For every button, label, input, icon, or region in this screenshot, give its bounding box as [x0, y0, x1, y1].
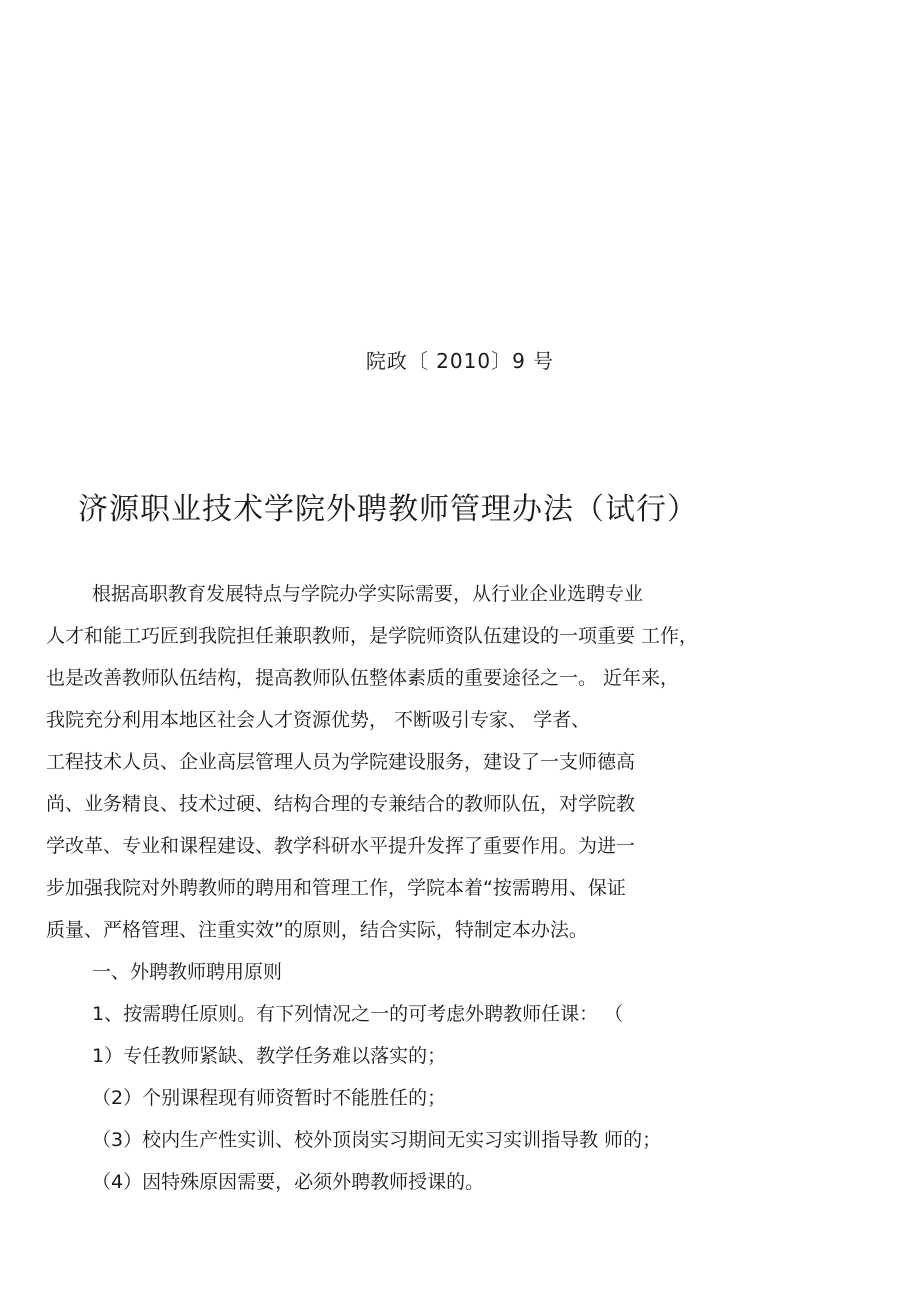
section-heading: 一、外聘教师聘用原则	[92, 961, 283, 983]
list-item: （4）因特殊原因需要，必须外聘教师授课的。	[92, 1171, 485, 1193]
paragraph-line: 步加强我院对外聘教师的聘用和管理工作，学院本着“按需聘用、保证	[46, 877, 626, 899]
paragraph-line: 我院充分利用本地区社会人才资源优势， 不断吸引专家、 学者、	[46, 709, 591, 731]
paragraph-line: 学改革、专业和课程建设、教学科研水平提升发挥了重要作用。为进一	[46, 835, 636, 857]
paragraph-line: 工程技术人员、企业高层管理人员为学院建设服务，建设了一支师德高	[46, 751, 636, 773]
rule-line: 1、按需聘任原则。有下列情况之一的可考虑外聘教师任课： （	[92, 1003, 624, 1025]
list-item: 1）专任教师紧缺、教学任务难以落实的；	[92, 1045, 447, 1067]
list-item: （2）个别课程现有师资暂时不能胜任的；	[92, 1087, 447, 1109]
document-title: 济源职业技术学院外聘教师管理办法（试行）	[78, 492, 698, 527]
paragraph-line: 尚、业务精良、技术过硬、结构合理的专兼结合的教师队伍，对学院教	[46, 793, 636, 815]
paragraph-line: 质量、严格管理、注重实效”的原则，结合实际，特制定本办法。	[46, 919, 588, 941]
document-number: 院政〔 2010〕9 号	[365, 349, 555, 373]
paragraph-line: 人才和能工巧匠到我院担任兼职教师，是学院师资队伍建设的一项重要 工作，	[46, 625, 699, 647]
paragraph-line: 根据高职教育发展特点与学院办学实际需要，从行业企业选聘专业	[92, 583, 644, 605]
paragraph-line: 也是改善教师队伍结构，提高教师队伍整体素质的重要途径之一。 近年来，	[46, 667, 680, 689]
list-item: （3）校内生产性实训、校外顶岗实习期间无实习实训指导教 师的；	[92, 1129, 662, 1151]
